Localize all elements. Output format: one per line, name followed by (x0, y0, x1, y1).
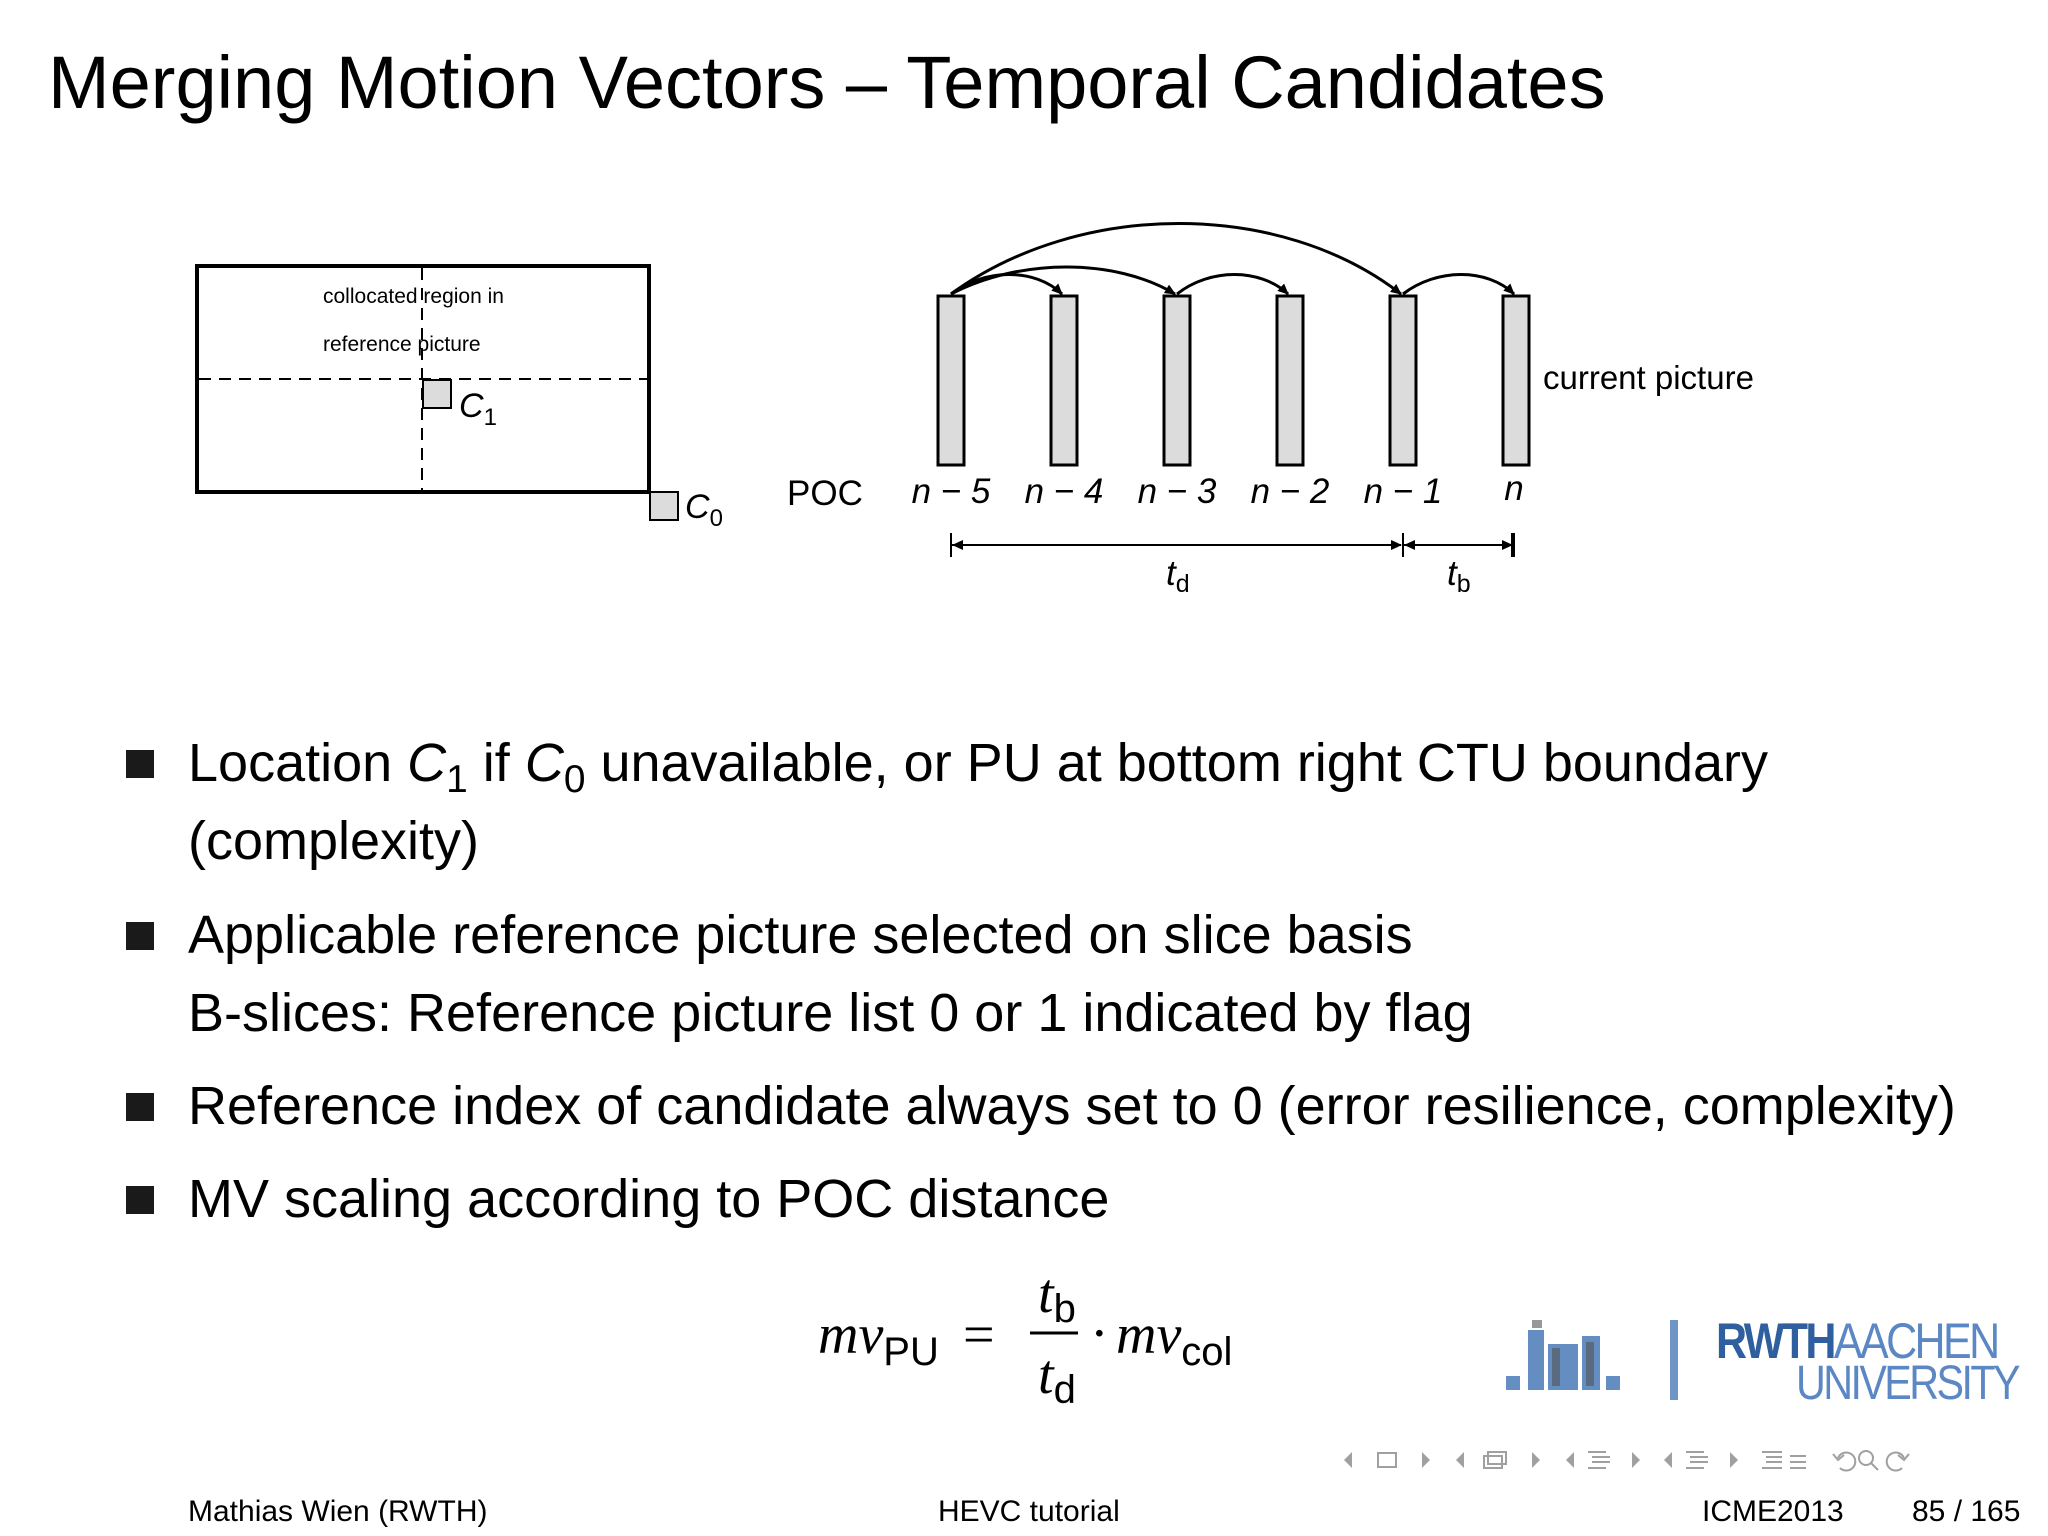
region-label-line2: reference picture (323, 333, 481, 356)
beamer-navigation (1338, 1444, 2038, 1476)
bullet-marker (126, 1186, 154, 1214)
poc-value: n (1504, 469, 1524, 508)
back-icon[interactable] (1833, 1453, 1855, 1471)
c0-block (650, 492, 678, 520)
picture-n-5 (938, 296, 964, 465)
poc-value: n − 2 (1250, 472, 1330, 511)
picture-n-4 (1051, 296, 1077, 465)
subsection-next-icon[interactable] (1532, 1452, 1540, 1468)
reference-arrows (951, 224, 1514, 295)
logo-divider (1670, 1320, 1678, 1400)
ient-logo (1502, 1318, 1638, 1398)
poc-label: POC (787, 474, 863, 513)
c1-label: $C_1$ (459, 387, 497, 431)
mv-scaling-formula (800, 1250, 1260, 1420)
svg-text:mvPU: $mv_{PU}$ (818, 1304, 939, 1374)
picture-n-3 (1164, 296, 1190, 465)
footer-event: ICME2013 (1702, 1495, 1844, 1528)
region-label-line1: collocated region in (323, 285, 504, 308)
frame-icon[interactable] (1378, 1453, 1396, 1467)
frame-prev-icon[interactable] (1344, 1452, 1352, 1468)
c0-label: $C_0$ (685, 488, 723, 532)
temporal-candidate-figure (0, 0, 2048, 640)
footer-page-number: 85 / 165 (1912, 1495, 2021, 1528)
doc-icon[interactable] (1686, 1452, 1708, 1468)
subsection-icon[interactable] (1484, 1452, 1506, 1468)
poc-value: n − 4 (1024, 472, 1104, 511)
slide-title: Merging Motion Vectors – Temporal Candidates (48, 41, 1606, 124)
picture-sequence (938, 296, 1529, 465)
bullet-text: Reference index of candidate always set to 0 (error resilience, complexity) (188, 1076, 1956, 1136)
doc-next-icon[interactable] (1730, 1452, 1738, 1468)
svg-text:td: td (1038, 1344, 1076, 1412)
tb-label: $t_b$ (1447, 554, 1471, 598)
td-label: $t_d$ (1166, 554, 1190, 598)
bullet-text: Applicable reference picture selected on slice basis (188, 905, 1413, 965)
frame-next-icon[interactable] (1422, 1452, 1430, 1468)
rwth-logo: RWTHAACHEN UNIVERSITY (1716, 1313, 2018, 1410)
footer-talk-title: HEVC tutorial (938, 1495, 1120, 1528)
arrow-n1-to-n (1403, 275, 1514, 295)
svg-text:=: = (963, 1304, 995, 1366)
search-icon[interactable] (1859, 1451, 1878, 1470)
bullet-text-continued: B-slices: Reference picture list 0 or 1 indicated by flag (188, 983, 1473, 1043)
picture-n-2 (1277, 296, 1303, 465)
picture-n (1503, 296, 1529, 465)
bullet-text-continued: (complexity) (188, 811, 480, 871)
bullet-marker (126, 922, 154, 950)
poc-value: n − 1 (1363, 472, 1443, 511)
section-icon[interactable] (1588, 1452, 1610, 1468)
section-prev-icon[interactable] (1566, 1452, 1574, 1468)
arrow-n3-to-n2 (1177, 275, 1288, 295)
svg-text:mvcol: $mv_{col}$ (1116, 1304, 1233, 1374)
picture-n-1 (1390, 296, 1416, 465)
appendix-icon[interactable] (1762, 1452, 1806, 1468)
bullet-text: MV scaling according to POC distance (188, 1169, 1110, 1229)
svg-text:tb: tb (1038, 1263, 1076, 1331)
subsection-prev-icon[interactable] (1456, 1452, 1464, 1468)
poc-value: n − 3 (1137, 472, 1217, 511)
section-next-icon[interactable] (1632, 1452, 1640, 1468)
bullet-marker (126, 750, 154, 778)
svg-text:·: · (1090, 1303, 1109, 1365)
c1-block (423, 380, 451, 408)
arrow-n5-to-n1 (951, 224, 1401, 295)
poc-value: n − 5 (911, 472, 991, 511)
bullet-marker (126, 1093, 154, 1121)
bullet-text: Location $C_1$ if $C_0$ unavailable, or PU at bottom right CTU boundary (188, 733, 1769, 801)
doc-prev-icon[interactable] (1664, 1452, 1672, 1468)
current-picture-label: current picture (1543, 359, 1754, 396)
footer-author: Mathias Wien (RWTH) (188, 1495, 488, 1528)
forward-icon[interactable] (1887, 1453, 1909, 1471)
